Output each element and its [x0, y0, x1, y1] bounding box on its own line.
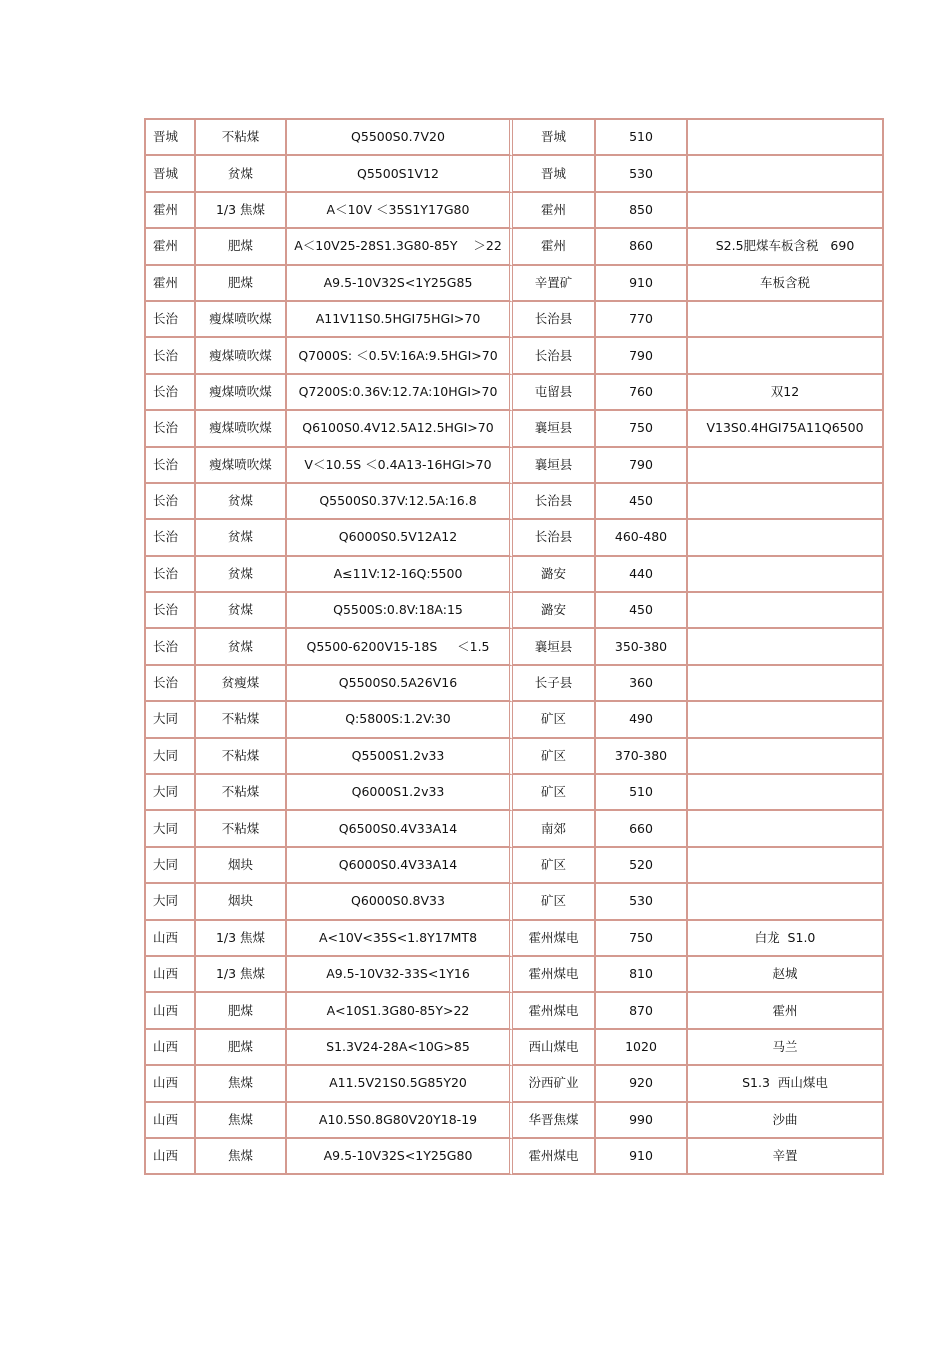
cell-location: 霍州煤电 — [513, 957, 596, 993]
cell-location: 矿区 — [513, 702, 596, 738]
cell-region: 大同 — [146, 739, 196, 775]
cell-spec: Q5500S:0.8V:18A:15 — [287, 593, 513, 629]
cell-spec: Q6000S0.5V12A12 — [287, 520, 513, 556]
cell-note: S2.5肥煤车板含税 690 — [688, 229, 884, 265]
cell-spec: A9.5-10V32-33S<1Y16 — [287, 957, 513, 993]
cell-coal-type: 不粘煤 — [196, 739, 287, 775]
table-row — [146, 702, 884, 738]
cell-note — [688, 120, 884, 156]
cell-coal-type: 肥煤 — [196, 993, 287, 1029]
cell-price: 460-480 — [596, 520, 688, 556]
cell-spec: Q6500S0.4V33A14 — [287, 811, 513, 847]
cell-price: 520 — [596, 848, 688, 884]
cell-coal-type: 瘦煤喷吹煤 — [196, 375, 287, 411]
cell-region: 长治 — [146, 557, 196, 593]
cell-region: 长治 — [146, 629, 196, 665]
cell-note: 白龙 S1.0 — [688, 921, 884, 957]
cell-location: 矿区 — [513, 739, 596, 775]
cell-price: 870 — [596, 993, 688, 1029]
cell-region: 长治 — [146, 411, 196, 447]
cell-region: 长治 — [146, 593, 196, 629]
cell-coal-type: 贫瘦煤 — [196, 666, 287, 702]
cell-region: 山西 — [146, 1103, 196, 1139]
cell-location: 屯留县 — [513, 375, 596, 411]
cell-price: 490 — [596, 702, 688, 738]
cell-note — [688, 484, 884, 520]
cell-note — [688, 811, 884, 847]
cell-price: 910 — [596, 266, 688, 302]
cell-spec: A11V11S0.5HGI75HGI>70 — [287, 302, 513, 338]
cell-price: 350-380 — [596, 629, 688, 665]
cell-price: 510 — [596, 120, 688, 156]
cell-location: 长治县 — [513, 302, 596, 338]
cell-location: 长治县 — [513, 338, 596, 374]
cell-coal-type: 贫煤 — [196, 629, 287, 665]
table-row — [146, 1103, 884, 1139]
cell-location: 西山煤电 — [513, 1030, 596, 1066]
cell-price: 860 — [596, 229, 688, 265]
cell-coal-type: 不粘煤 — [196, 811, 287, 847]
cell-price: 850 — [596, 193, 688, 229]
cell-price: 450 — [596, 484, 688, 520]
table-row — [146, 484, 884, 520]
cell-note — [688, 557, 884, 593]
cell-note: V13S0.4HGI75A11Q6500 — [688, 411, 884, 447]
cell-spec: Q5500S1.2v33 — [287, 739, 513, 775]
cell-region: 晋城 — [146, 156, 196, 192]
cell-note — [688, 702, 884, 738]
cell-region: 长治 — [146, 448, 196, 484]
coal-price-table — [144, 118, 884, 1175]
table-row — [146, 848, 884, 884]
cell-note: 双12 — [688, 375, 884, 411]
cell-region: 山西 — [146, 1030, 196, 1066]
cell-region: 长治 — [146, 338, 196, 374]
cell-spec: Q5500S1V12 — [287, 156, 513, 192]
cell-region: 大同 — [146, 884, 196, 920]
cell-spec: A<10S1.3G80-85Y>22 — [287, 993, 513, 1029]
cell-price: 810 — [596, 957, 688, 993]
table-body — [146, 120, 884, 1175]
cell-region: 霍州 — [146, 229, 196, 265]
cell-location: 晋城 — [513, 120, 596, 156]
cell-coal-type: 1/3 焦煤 — [196, 193, 287, 229]
table-row — [146, 375, 884, 411]
cell-coal-type: 1/3 焦煤 — [196, 957, 287, 993]
table-row — [146, 520, 884, 556]
cell-note — [688, 629, 884, 665]
cell-location: 霍州煤电 — [513, 921, 596, 957]
cell-spec: Q5500-6200V15-18S ＜1.5 — [287, 629, 513, 665]
cell-coal-type: 肥煤 — [196, 266, 287, 302]
table-row — [146, 120, 884, 156]
cell-note — [688, 193, 884, 229]
cell-note: 马兰 — [688, 1030, 884, 1066]
table-row — [146, 993, 884, 1029]
cell-note — [688, 884, 884, 920]
cell-price: 360 — [596, 666, 688, 702]
cell-coal-type: 贫煤 — [196, 557, 287, 593]
cell-coal-type: 焦煤 — [196, 1066, 287, 1102]
table-row — [146, 775, 884, 811]
cell-note — [688, 739, 884, 775]
table-row — [146, 411, 884, 447]
cell-spec: A10.5S0.8G80V20Y18-19 — [287, 1103, 513, 1139]
cell-coal-type: 贫煤 — [196, 156, 287, 192]
cell-location: 长治县 — [513, 520, 596, 556]
cell-price: 660 — [596, 811, 688, 847]
table-row — [146, 884, 884, 920]
cell-coal-type: 不粘煤 — [196, 775, 287, 811]
table-row — [146, 666, 884, 702]
cell-location: 晋城 — [513, 156, 596, 192]
cell-coal-type: 肥煤 — [196, 229, 287, 265]
cell-location: 长子县 — [513, 666, 596, 702]
cell-note — [688, 593, 884, 629]
cell-price: 370-380 — [596, 739, 688, 775]
cell-price: 450 — [596, 593, 688, 629]
cell-price: 790 — [596, 338, 688, 374]
cell-coal-type: 瘦煤喷吹煤 — [196, 448, 287, 484]
cell-spec: A11.5V21S0.5G85Y20 — [287, 1066, 513, 1102]
cell-spec: A9.5-10V32S<1Y25G85 — [287, 266, 513, 302]
cell-price: 790 — [596, 448, 688, 484]
cell-note: 赵城 — [688, 957, 884, 993]
table-row — [146, 448, 884, 484]
cell-price: 920 — [596, 1066, 688, 1102]
cell-price: 750 — [596, 921, 688, 957]
cell-region: 大同 — [146, 848, 196, 884]
cell-price: 440 — [596, 557, 688, 593]
cell-region: 长治 — [146, 666, 196, 702]
cell-note — [688, 448, 884, 484]
cell-coal-type: 肥煤 — [196, 1030, 287, 1066]
cell-region: 霍州 — [146, 193, 196, 229]
cell-location: 霍州煤电 — [513, 993, 596, 1029]
cell-coal-type: 焦煤 — [196, 1103, 287, 1139]
cell-location: 辛置矿 — [513, 266, 596, 302]
cell-price: 910 — [596, 1139, 688, 1175]
cell-region: 长治 — [146, 520, 196, 556]
cell-region: 山西 — [146, 1066, 196, 1102]
cell-location: 矿区 — [513, 775, 596, 811]
table-row — [146, 156, 884, 192]
table-row — [146, 229, 884, 265]
cell-location: 潞安 — [513, 593, 596, 629]
cell-spec: Q7000S: ＜0.5V:16A:9.5HGI>70 — [287, 338, 513, 374]
table-row — [146, 739, 884, 775]
cell-spec: A≤11V:12-16Q:5500 — [287, 557, 513, 593]
cell-location: 襄垣县 — [513, 448, 596, 484]
cell-note — [688, 338, 884, 374]
cell-region: 山西 — [146, 921, 196, 957]
table-row — [146, 338, 884, 374]
cell-spec: Q5500S0.5A26V16 — [287, 666, 513, 702]
cell-spec: Q6000S0.4V33A14 — [287, 848, 513, 884]
cell-price: 770 — [596, 302, 688, 338]
cell-location: 霍州 — [513, 193, 596, 229]
table-row — [146, 811, 884, 847]
cell-location: 南郊 — [513, 811, 596, 847]
cell-location: 矿区 — [513, 884, 596, 920]
table-row — [146, 302, 884, 338]
cell-location: 潞安 — [513, 557, 596, 593]
table-row — [146, 1139, 884, 1175]
cell-region: 山西 — [146, 1139, 196, 1175]
cell-note — [688, 302, 884, 338]
cell-coal-type: 烟块 — [196, 848, 287, 884]
cell-price: 990 — [596, 1103, 688, 1139]
cell-price: 760 — [596, 375, 688, 411]
cell-coal-type: 瘦煤喷吹煤 — [196, 338, 287, 374]
cell-location: 矿区 — [513, 848, 596, 884]
cell-price: 750 — [596, 411, 688, 447]
cell-location: 汾西矿业 — [513, 1066, 596, 1102]
cell-spec: A＜10V ＜35S1Y17G80 — [287, 193, 513, 229]
cell-price: 1020 — [596, 1030, 688, 1066]
cell-coal-type: 不粘煤 — [196, 120, 287, 156]
cell-note — [688, 156, 884, 192]
cell-note: 沙曲 — [688, 1103, 884, 1139]
cell-location: 霍州 — [513, 229, 596, 265]
cell-coal-type: 贫煤 — [196, 520, 287, 556]
cell-note — [688, 848, 884, 884]
cell-spec: A＜10V25-28S1.3G80-85Y ＞22 — [287, 229, 513, 265]
cell-location: 襄垣县 — [513, 629, 596, 665]
cell-spec: Q5500S0.37V:12.5A:16.8 — [287, 484, 513, 520]
cell-region: 霍州 — [146, 266, 196, 302]
cell-coal-type: 贫煤 — [196, 484, 287, 520]
cell-region: 大同 — [146, 775, 196, 811]
table-row — [146, 957, 884, 993]
cell-coal-type: 贫煤 — [196, 593, 287, 629]
cell-region: 长治 — [146, 302, 196, 338]
cell-spec: Q6000S1.2v33 — [287, 775, 513, 811]
coal-price-sheet — [144, 118, 882, 1175]
cell-region: 大同 — [146, 702, 196, 738]
cell-location: 华晋焦煤 — [513, 1103, 596, 1139]
cell-coal-type: 1/3 焦煤 — [196, 921, 287, 957]
cell-price: 530 — [596, 156, 688, 192]
table-row — [146, 193, 884, 229]
cell-spec: Q5500S0.7V20 — [287, 120, 513, 156]
cell-region: 长治 — [146, 484, 196, 520]
cell-region: 长治 — [146, 375, 196, 411]
cell-price: 530 — [596, 884, 688, 920]
table-row — [146, 629, 884, 665]
cell-note — [688, 775, 884, 811]
cell-note: 辛置 — [688, 1139, 884, 1175]
cell-note: 霍州 — [688, 993, 884, 1029]
cell-spec: Q6000S0.8V33 — [287, 884, 513, 920]
cell-note — [688, 520, 884, 556]
table-row — [146, 1066, 884, 1102]
cell-coal-type: 不粘煤 — [196, 702, 287, 738]
cell-location: 霍州煤电 — [513, 1139, 596, 1175]
cell-region: 大同 — [146, 811, 196, 847]
cell-region: 山西 — [146, 957, 196, 993]
cell-coal-type: 瘦煤喷吹煤 — [196, 411, 287, 447]
cell-spec: V＜10.5S ＜0.4A13-16HGI>70 — [287, 448, 513, 484]
cell-region: 山西 — [146, 993, 196, 1029]
cell-note: S1.3 西山煤电 — [688, 1066, 884, 1102]
cell-note: 车板含税 — [688, 266, 884, 302]
table-row — [146, 593, 884, 629]
cell-spec: Q7200S:0.36V:12.7A:10HGI>70 — [287, 375, 513, 411]
table-row — [146, 266, 884, 302]
cell-region: 晋城 — [146, 120, 196, 156]
cell-location: 长治县 — [513, 484, 596, 520]
table-row — [146, 921, 884, 957]
table-row — [146, 1030, 884, 1066]
cell-note — [688, 666, 884, 702]
table-row — [146, 557, 884, 593]
cell-spec: S1.3V24-28A<10G>85 — [287, 1030, 513, 1066]
cell-spec: A9.5-10V32S<1Y25G80 — [287, 1139, 513, 1175]
cell-coal-type: 瘦煤喷吹煤 — [196, 302, 287, 338]
cell-spec: Q6100S0.4V12.5A12.5HGI>70 — [287, 411, 513, 447]
cell-spec: A<10V<35S<1.8Y17MT8 — [287, 921, 513, 957]
cell-spec: Q:5800S:1.2V:30 — [287, 702, 513, 738]
cell-price: 510 — [596, 775, 688, 811]
cell-coal-type: 焦煤 — [196, 1139, 287, 1175]
cell-location: 襄垣县 — [513, 411, 596, 447]
cell-coal-type: 烟块 — [196, 884, 287, 920]
